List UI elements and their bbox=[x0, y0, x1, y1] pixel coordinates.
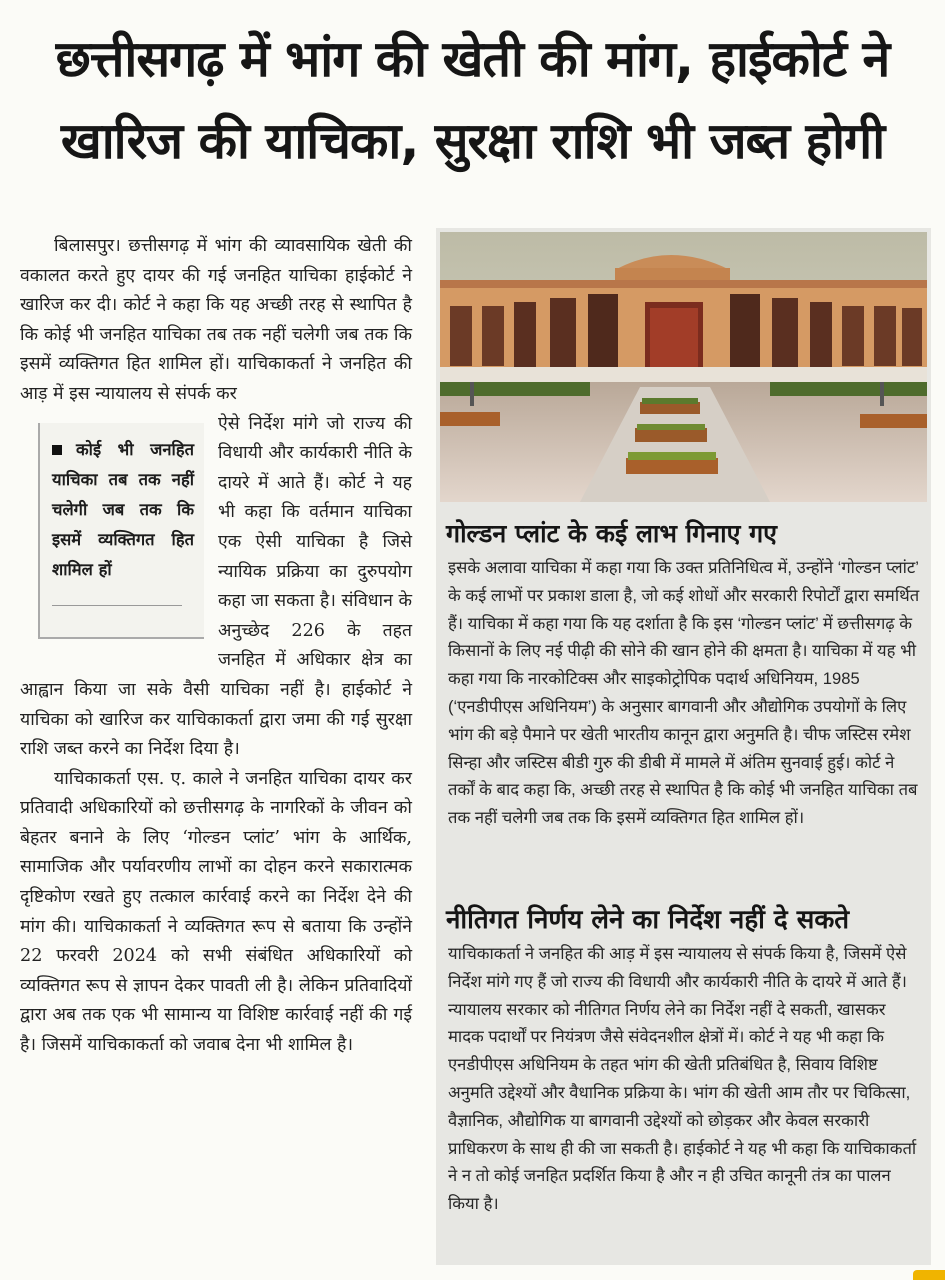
square-bullet-icon bbox=[52, 445, 62, 455]
left-paragraph-1 bbox=[20, 232, 412, 410]
left-paragraph-1-continued: ऐसे निर्देश मांगे जो राज्य की विधायी और कार्यकारी नीति के दायरे में आते हैं। कोर्ट ने यह भी कहा कि वर्तमान याचिका एक ऐसी याचिका है जिसे न्यायिक प्रक्रिया का दुरुपयोग कहा जा सकता है। संविधान के अनुच्छेद 226 के तहत जनहित में अधिकार क्षेत्र का आह्वान किया जा सके वैसी याचिका नहीं है। हाईकोर्ट ने याचिका को खारिज कर याचिकाकर्ता द्वारा जमा की गई सुरक्षा राशि जब्त करने का निर्देश दिया है। bbox=[20, 413, 412, 760]
right-column bbox=[436, 228, 931, 1265]
right-body-2: याचिकाकर्ता ने जनहित की आड़ में इस न्यायालय से संपर्क किया है, जिसमें ऐसे निर्देश मांगे गए हैं जो राज्य की विधायी और कार्यकारी नीति के दायरे में आते हैं। न्यायालय सरकार को नीतिगत निर्णय लेने का निर्देश नहीं दे सकती, खासकर मादक पदार्थों पर नियंत्रण जैसे संवेदनशील क्षेत्रों में। कोर्ट ने यह भी कहा कि एनडीपीएस अधिनियम के तहत भांग की खेती प्रतिबंधित है, सिवाय विशिष्ट अनुमति उद्देश्यों और वैधानिक प्रक्रिया के। भांग की खेती आम तौर पर चिकित्सा, वैज्ञानिक, औद्योगिक या बागवानी उद्देश्यों को छोड़कर और केवल सरकारी प्राधिकरण के साथ ही की जा सकती है। हाईकोर्ट ने यह भी कहा कि याचिकाकर्ता ने न तो कोई जनहित प्रदर्शित किया है और न ही उचित कानूनी तंत्र का पालन किया है। bbox=[448, 944, 917, 1214]
pull-quote bbox=[38, 423, 204, 639]
right-body-1: इसके अलावा याचिका में कहा गया कि उक्त प्रतिनिधित्व में, उन्होंने ‘गोल्डन प्लांट’ के कई लाभों पर प्रकाश डाला है, जो कई शोधों और सरकारी रिपोर्टों द्वारा समर्थित हैं। याचिका में कहा गया कि यह दर्शाता है कि इस ‘गोल्डन प्लांट’ में छत्तीसगढ़ के किसानों के लिए नई पीढ़ी की सोने की खान होने की क्षमता है। याचिका में यह भी कहा गया कि नारकोटिक्स और साइकोट्रोपिक पदार्थ अधिनियम, 1985 (‘एनडीपीएस अधिनियम’) के अनुसार बागवानी और औद्योगिक उपयोगों के लिए भांग की बड़े पैमाने पर खेती भारतीय कानून द्वारा अनुमति है। चीफ जस्टिस रमेश सिन्हा और जस्टिस बीडी गुरु की डीबी में मामले में अंतिम सुनवाई हुई। कोर्ट ने तर्कों के बाद कहा कि, अच्छी तरह से स्थापित है कि कोई भी जनहित याचिका तब तक नहीं चलेगी जब तक कि इसमें व्यक्तिगत हित शामिल हों। bbox=[448, 558, 920, 828]
left-paragraph-2: याचिकाकर्ता एस. ए. काले ने जनहित याचिका दायर कर प्रतिवादी अधिकारियों को छत्तीसगढ़ के नागरिकों के जीवन को बेहतर बनाने के लिए ‘गोल्डन प्लांट’ भांग के आर्थिक, सामाजिक और पर्यावरणीय लाभों का दोहन करने सकारात्मक दृष्टिकोण रखते हुए तत्काल कार्रवाई करने का निर्देश देने की मांग की। याचिकाकर्ता ने व्यक्तिगत रूप से बताया कि उन्होंने 22 फरवरी 2024 को सभी संबंधित अधिकारियों को व्यक्तिगत रूप से ज्ञापन देकर पावती ली है। लेकिन प्रतिवादियों द्वारा अब तक एक भी सामान्य या विशिष्ट कार्रवाई नहीं की गई है। जिसमें याचिकाकर्ता को जवाब देना भी शामिल है। bbox=[20, 768, 412, 1056]
headline bbox=[0, 18, 945, 182]
left-paragraph-1-start: बिलासपुर। छत्तीसगढ़ में भांग की व्यावसायिक खेती की वकालत करते हुए दायर की गई जनहित याचिका हाईकोर्ट ने खारिज कर दी। कोर्ट ने कहा कि यह अच्छी तरह से स्थापित है कि कोई भी जनहित याचिका तब तक नहीं चलेगी जब तक कि इसमें व्यक्तिगत हित शामिल हों। याचिकाकर्ता ने जनहित की आड़ में इस न्यायालय से संपर्क कर bbox=[20, 236, 412, 404]
high-court-photo bbox=[440, 232, 927, 502]
pull-quote-rule bbox=[52, 605, 182, 606]
corner-tab bbox=[913, 1270, 945, 1280]
subheading-golden-plant: गोल्डन प्लांट के कई लाभ गिनाए गए bbox=[446, 519, 777, 548]
headline-line-2: खारिज की याचिका, सुरक्षा राशि भी जब्त होगी bbox=[60, 112, 885, 170]
high-court-building-image bbox=[440, 232, 927, 502]
headline-line-1: छत्तीसगढ़ में भांग की खेती की मांग, हाईकोर्ट ने bbox=[55, 30, 890, 88]
left-column bbox=[20, 232, 412, 1061]
subheading-policy-decision: नीतिगत निर्णय लेने का निर्देश नहीं दे सकते bbox=[446, 905, 850, 935]
pull-quote-text: कोई भी जनहित याचिका तब तक नहीं चलेगी जब तक कि इसमें व्यक्तिगत हित शामिल हों bbox=[52, 439, 194, 579]
